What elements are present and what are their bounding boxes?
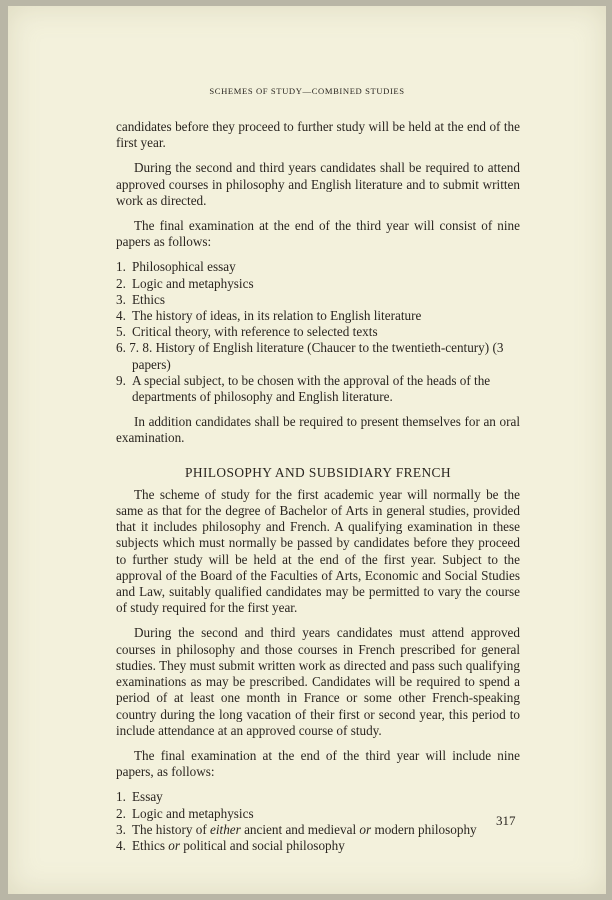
papers-list-english: [116, 259, 520, 405]
list-item: 1. Essay: [116, 789, 163, 805]
list-item: 2. Logic and metaphysics: [116, 805, 254, 821]
paragraph: The final examination at the end of the third year will include nine papers, as follows:: [116, 747, 520, 780]
list-item: 3. The history of either ancient and medieval or modern philosophy: [116, 821, 477, 837]
list-item: 9. A special subject, to be chosen with the approval of the heads of the departments of philosophy and English literature.: [116, 372, 491, 405]
papers-list-french: [116, 789, 520, 854]
list-item: 1. Philosophical essay: [116, 259, 236, 275]
list-item: 5. Critical theory, with reference to selected texts: [116, 324, 378, 340]
section-heading: PHILOSOPHY AND SUBSIDIARY FRENCH: [185, 464, 451, 480]
page-number: 317: [496, 813, 516, 828]
page-body: [116, 119, 520, 863]
paragraph: During the second and third years candidates must attend approved courses in philosophy and those courses in French prescribed for general studies. They must submit written work as directed and pass such qualifying examinations as may be prescribed. Candidates will be required to spend a period of at least one month in France or some other French-speaking country during the long vacation of their first or second year, this period to include attendance at an approved course of study.: [116, 625, 520, 738]
list-item: 2. Logic and metaphysics: [116, 275, 254, 291]
paragraph: During the second and third years candidates shall be required to attend approved courses in philosophy and English literature and to submit written work as directed.: [116, 160, 520, 208]
book-page: [8, 6, 606, 894]
paragraph: In addition candidates shall be required to present themselves for an oral examination.: [116, 414, 520, 446]
paragraph-continued: candidates before they proceed to further study will be held at the end of the first year.: [116, 119, 520, 151]
list-item: 3. Ethics: [116, 291, 165, 307]
running-head: SCHEMES OF STUDY—COMBINED STUDIES: [209, 86, 405, 96]
list-item: 6. 7. 8. History of English literature (Chaucer to the twentieth-century) (3 papers): [116, 340, 504, 372]
list-item: 4. Ethics or political and social philosophy: [116, 837, 345, 853]
list-item: 4. The history of ideas, in its relation to English literature: [116, 308, 422, 324]
paragraph: The scheme of study for the first academic year will normally be the same as that for the degree of Bachelor of Arts in general studies, provided that it includes philosophy and French. A qualifying examination in these subjects which must normally be passed by candidates before they proceed to further study will be held at the end of the first year. Subject to the approval of the Board of the Faculties of Arts, Economic and Social Studies and Law, suitably qualified candidates may be permitted to vary the course of study required for the first year.: [116, 486, 520, 616]
paragraph: The final examination at the end of the third year will consist of nine papers as follows:: [116, 218, 520, 250]
